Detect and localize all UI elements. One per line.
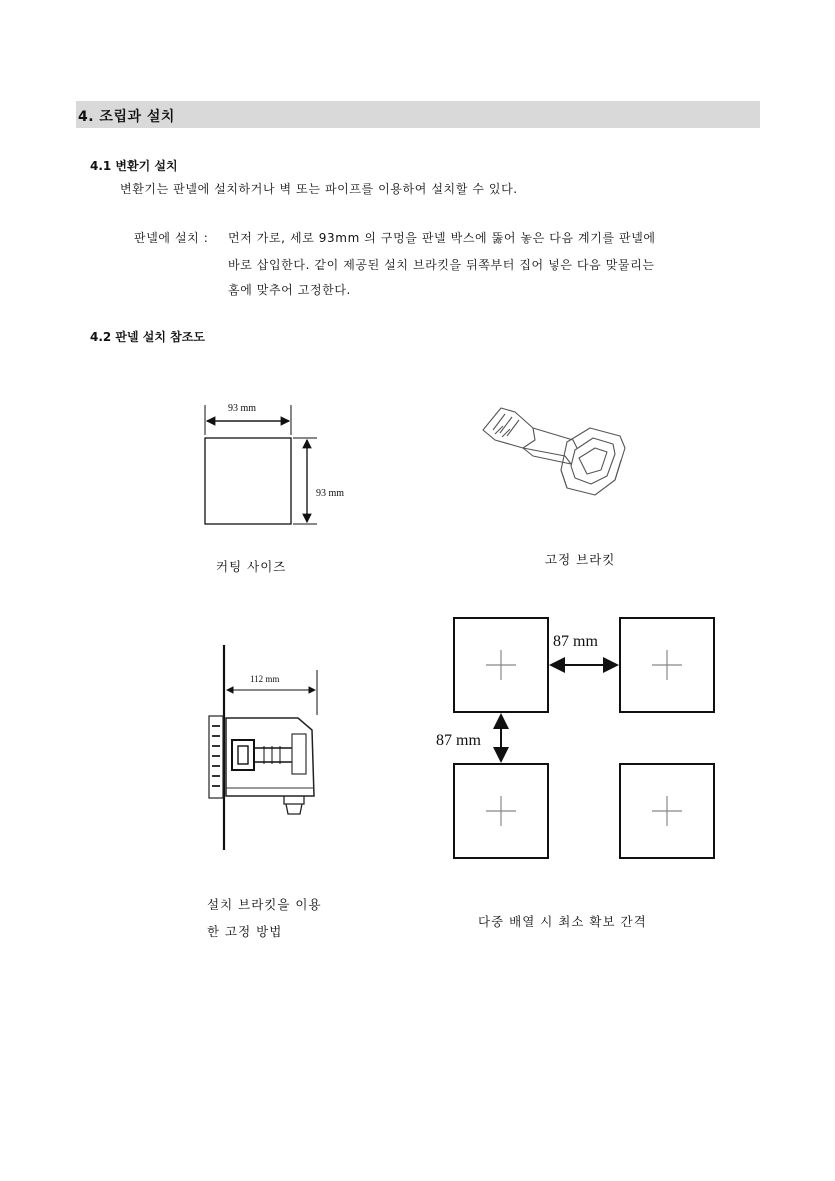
vertical-gap-label: 87 mm [436, 732, 481, 749]
mounting-caption-line-2: 한 고정 방법 [207, 924, 283, 939]
mounting-depth-label: 112 mm [250, 674, 280, 684]
section-header-bar [76, 101, 760, 128]
section-title: 4. 조립과 설치 [78, 109, 175, 125]
subsection-title-4-1: 4.1 변환기 설치 [90, 159, 178, 173]
fixing-bracket-illustration [475, 400, 640, 505]
bracket-mounting-diagram [200, 640, 335, 855]
center-cross-top-left [486, 650, 516, 680]
panel-install-label: 판넬에 설치 : [134, 231, 209, 245]
panel-install-line-3: 홈에 맞추어 고정한다. [228, 283, 351, 297]
mounting-caption-line-1: 설치 브라킷을 이용 [207, 897, 322, 912]
multi-array-spacing-diagram [430, 610, 730, 865]
panel-install-line-2: 바로 삽입한다. 같이 제공된 설치 브라킷을 뒤쪽부터 집어 넣은 다음 맞물리는 [228, 258, 655, 272]
intro-paragraph: 변환기는 판넬에 설치하거나 벽 또는 파이프를 이용하여 설치할 수 있다. [120, 182, 518, 196]
cable-gland [284, 796, 304, 804]
center-cross-bottom-right [652, 796, 682, 826]
center-cross-bottom-left [486, 796, 516, 826]
mounting-bracket [232, 740, 254, 770]
device-housing [226, 718, 314, 796]
center-cross-top-right [652, 650, 682, 680]
cutting-width-label: 93 mm [228, 403, 257, 414]
cutout-square [205, 438, 291, 524]
fixing-bracket-caption: 고정 브라킷 [545, 552, 616, 567]
cutting-height-label: 93 mm [316, 488, 345, 499]
cutting-size-caption: 커팅 사이즈 [216, 559, 287, 574]
bracket-tab [483, 408, 535, 448]
spacing-caption: 다중 배열 시 최소 확보 간격 [478, 914, 647, 929]
cutting-size-diagram [195, 395, 365, 535]
horizontal-gap-label: 87 mm [553, 633, 598, 650]
subsection-title-4-2: 4.2 판넬 설치 참조도 [90, 330, 205, 344]
panel-install-line-1: 먼저 가로, 세로 93mm 의 구멍을 판넬 박스에 뚫어 놓은 다음 계기를 판넬에 [228, 231, 656, 245]
